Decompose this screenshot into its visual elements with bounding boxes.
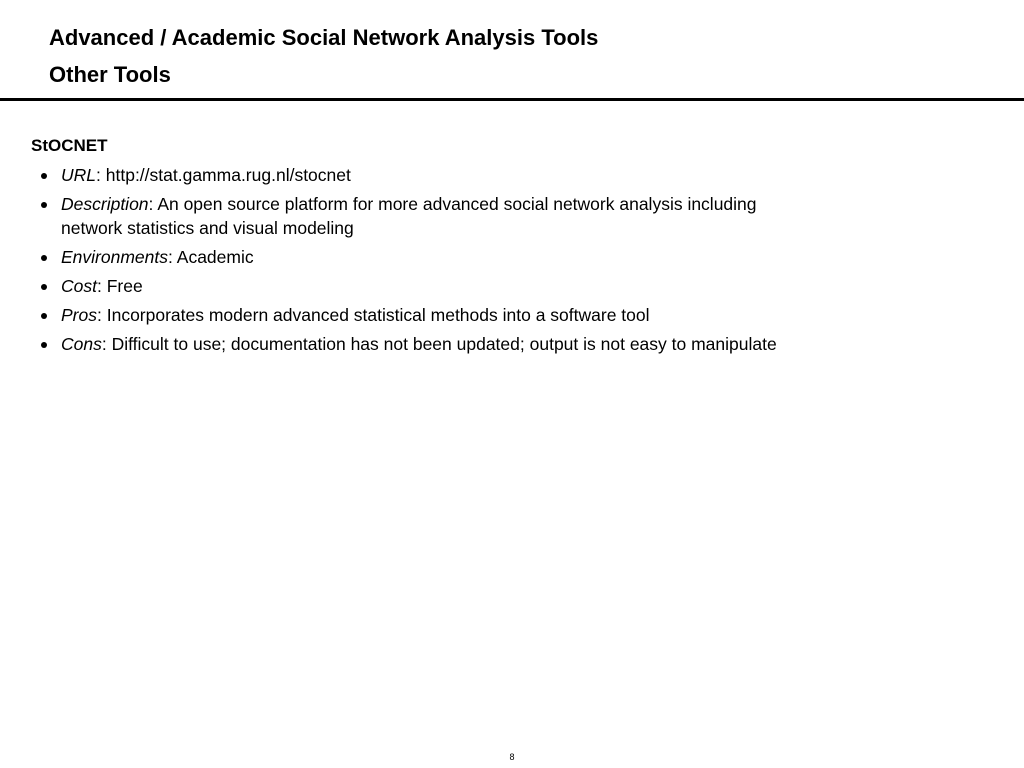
bullet-label: Pros bbox=[61, 305, 97, 325]
bullet-item-url bbox=[31, 163, 791, 187]
page-number: 8 bbox=[509, 752, 515, 762]
bullet-dot-icon bbox=[41, 342, 47, 348]
bullet-separator: : bbox=[96, 276, 107, 296]
bullet-separator: : bbox=[96, 165, 106, 185]
bullet-label: URL bbox=[61, 165, 97, 185]
bullet-dot-icon bbox=[41, 313, 47, 319]
bullet-separator: : bbox=[101, 334, 112, 354]
section-heading: StOCNET bbox=[31, 136, 108, 155]
bullet-dot-icon bbox=[41, 173, 47, 179]
bullet-label: Environments bbox=[61, 247, 168, 267]
bullet-dot-icon bbox=[41, 202, 47, 208]
bullet-text: An open source platform for more advanced social network analysis including network statistics and visual modeling bbox=[61, 194, 757, 238]
bullet-text: Incorporates modern advanced statistical methods into a software tool bbox=[106, 305, 650, 325]
bullet-separator: : bbox=[168, 247, 177, 267]
slide-header bbox=[0, 0, 1024, 101]
slide-subtitle: Other Tools bbox=[49, 62, 171, 87]
bullet-label: Description bbox=[61, 194, 149, 214]
bullet-label: Cost bbox=[61, 276, 97, 296]
url-link[interactable]: http://stat.gamma.rug.nl/stocnet bbox=[105, 165, 351, 185]
bullet-item-description bbox=[31, 192, 791, 240]
bullet-dot-icon bbox=[41, 255, 47, 261]
bullet-separator: : bbox=[148, 194, 158, 214]
slide-title: Advanced / Academic Social Network Analysis Tools bbox=[49, 25, 599, 50]
bullet-item-cons bbox=[31, 332, 791, 356]
bullet-list bbox=[31, 163, 791, 356]
slide-content bbox=[31, 135, 791, 361]
bullet-dot-icon bbox=[41, 284, 47, 290]
bullet-separator: : bbox=[96, 305, 107, 325]
bullet-item-environments bbox=[31, 245, 791, 269]
bullet-text: Academic bbox=[176, 247, 254, 267]
bullet-text: Difficult to use; documentation has not been updated; output is not easy to manipulate bbox=[111, 334, 777, 354]
bullet-item-pros bbox=[31, 303, 791, 327]
bullet-item-cost bbox=[31, 274, 791, 298]
bullet-text: Free bbox=[106, 276, 143, 296]
bullet-label: Cons bbox=[61, 334, 102, 354]
